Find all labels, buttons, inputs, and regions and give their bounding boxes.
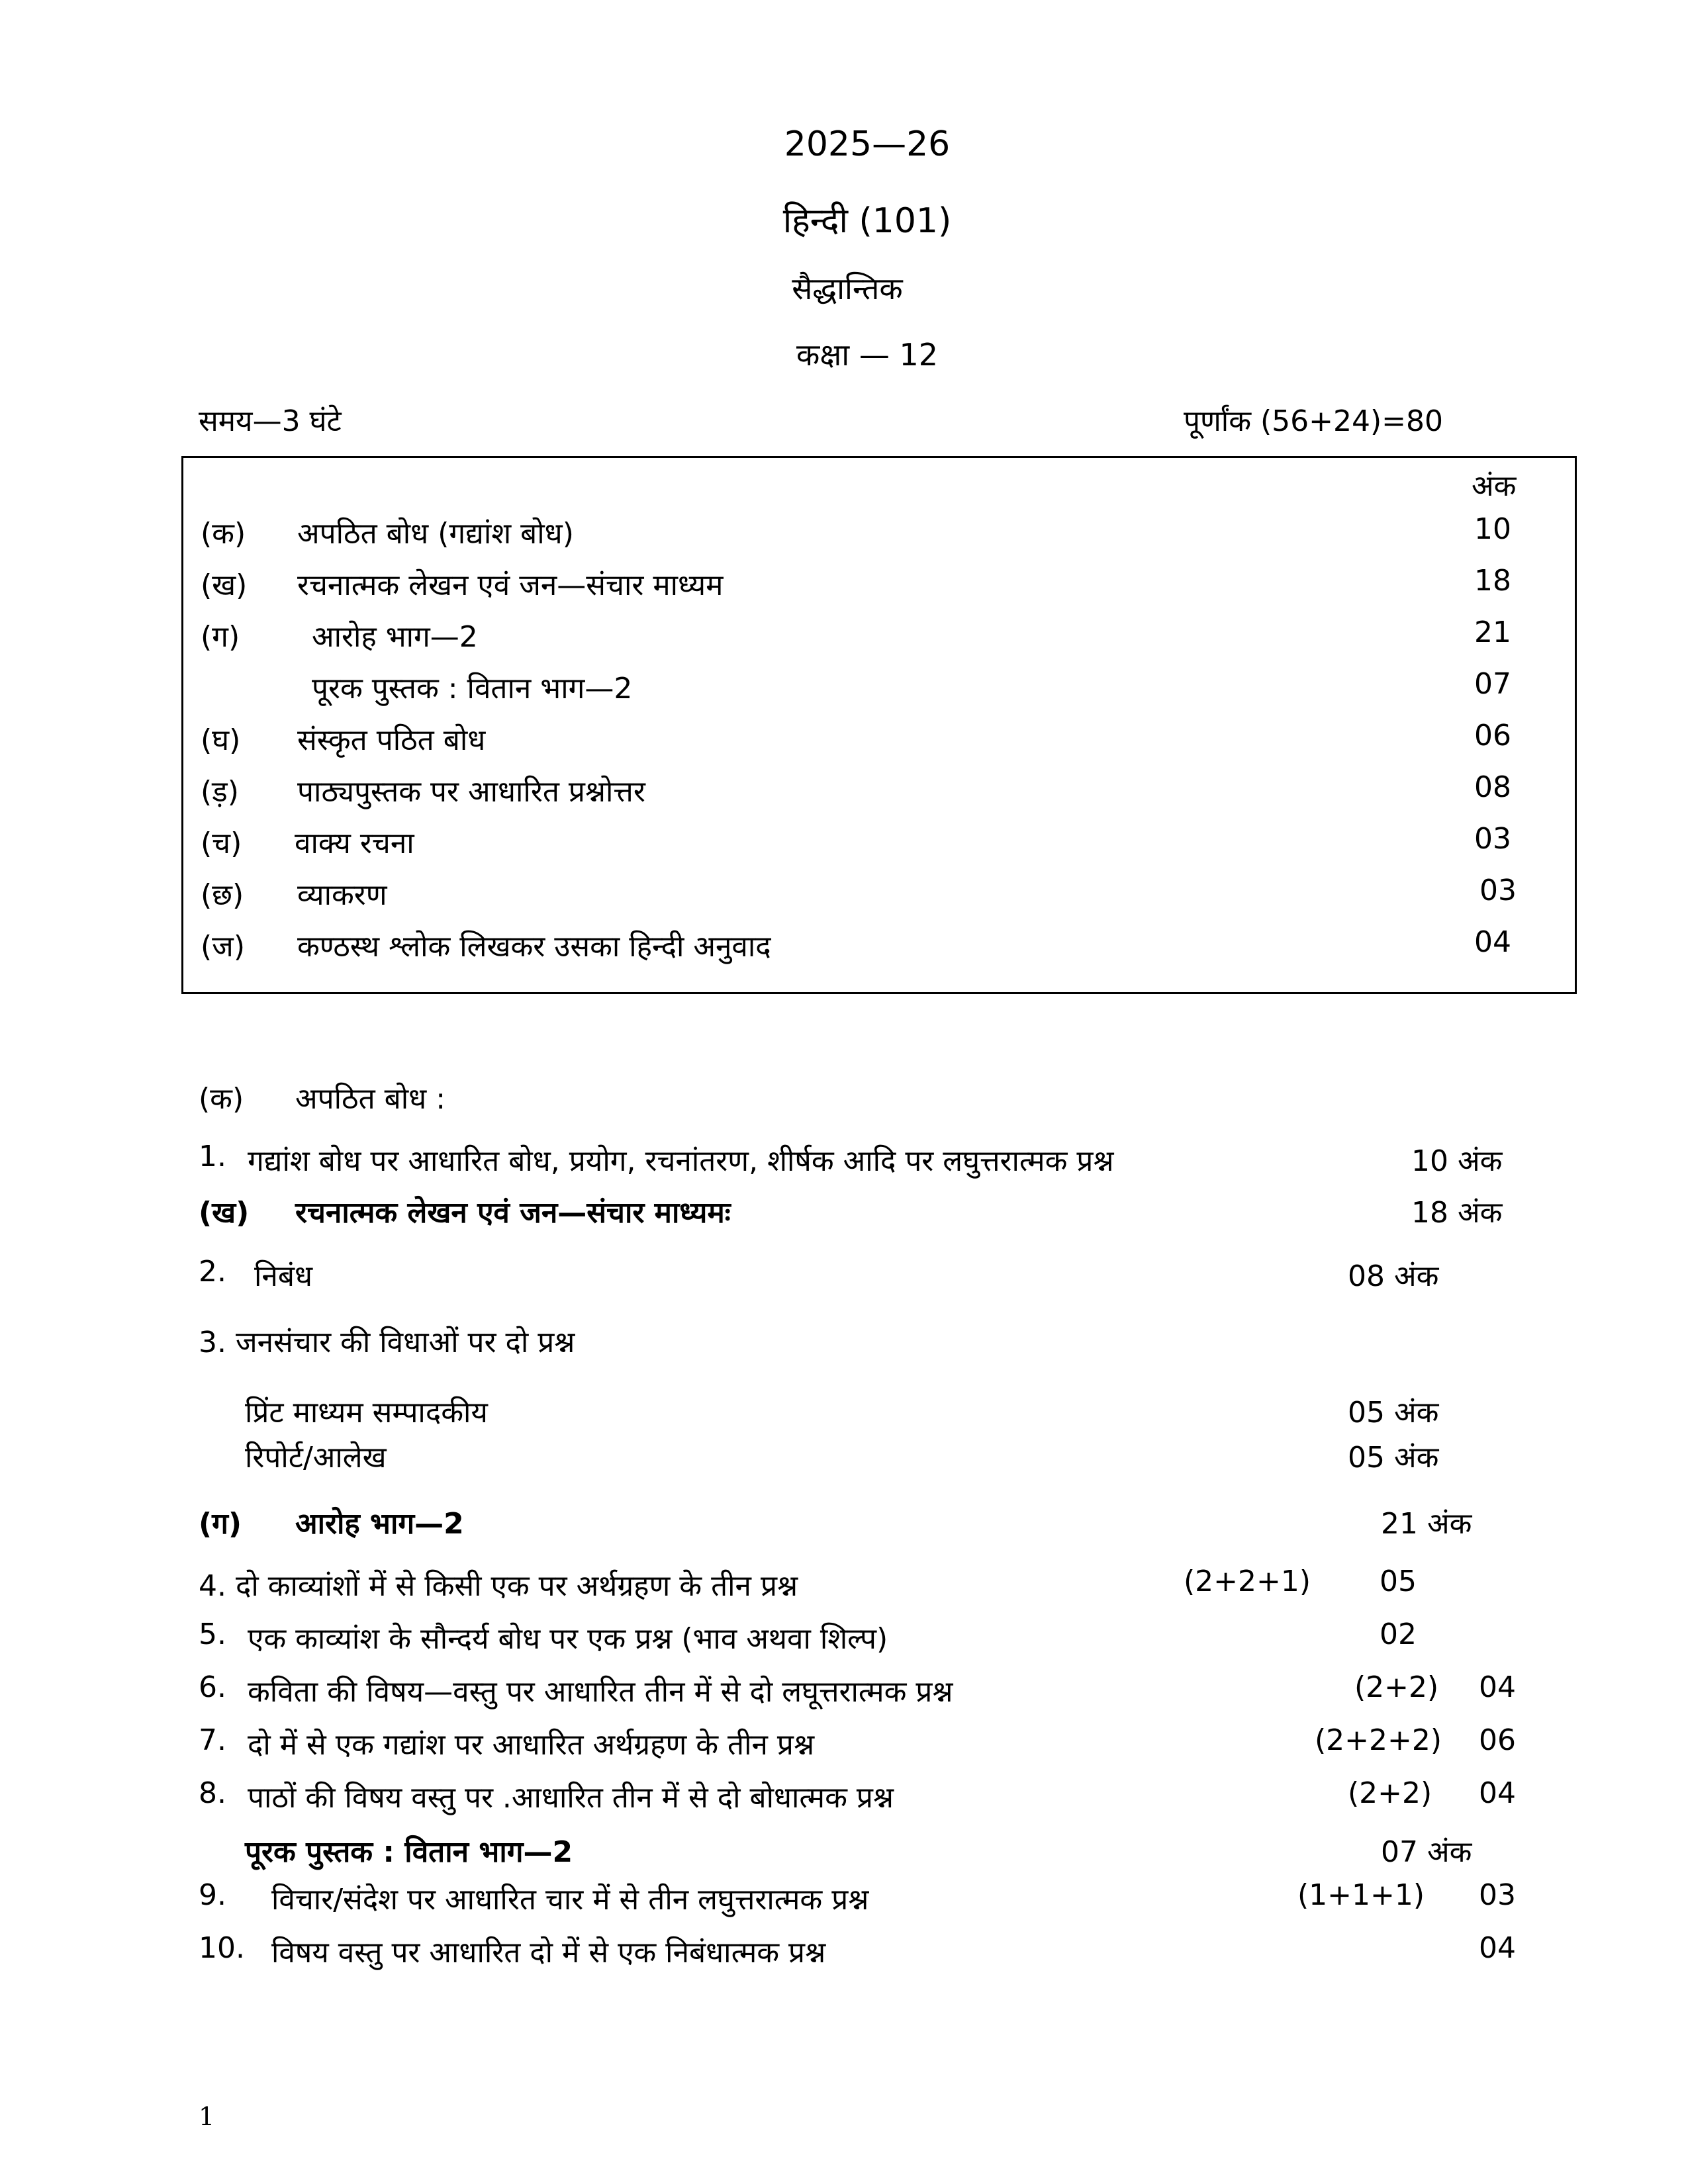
section-kha-title: रचनात्मक लेखन एवं जन—संचार माध्यमः [295, 1196, 731, 1230]
q5-marks: 02 [1380, 1617, 1417, 1651]
summary-row-marks: 08 [1474, 770, 1511, 804]
q6-marks: 04 [1479, 1670, 1516, 1704]
summary-row-text: अपठित बोध (गद्यांश बोध) [297, 517, 574, 551]
q8-number: 8. [199, 1776, 226, 1810]
q9-number: 9. [199, 1878, 226, 1912]
section-ga-marks: 21 अंक [1381, 1507, 1472, 1541]
q7-number: 7. [199, 1723, 226, 1757]
summary-row-label: (घ) [201, 723, 241, 757]
q8-split: (2+2) [1348, 1776, 1432, 1810]
q10-text: विषय वस्तु पर आधारित दो में से एक निबंधात्मक प्रश्न [271, 1936, 826, 1970]
q2-marks: 08 अंक [1348, 1259, 1439, 1293]
q4-marks: 05 [1380, 1565, 1417, 1598]
q10-marks: 04 [1479, 1931, 1516, 1965]
section-ga-label: (ग) [199, 1507, 242, 1541]
q5-number: 5. [199, 1617, 226, 1651]
summary-row-text: संस्कृत पठित बोध [297, 723, 486, 757]
q3a-text: प्रिंट माध्यम सम्पादकीय [245, 1396, 488, 1430]
summary-row-marks: 07 [1474, 667, 1511, 701]
q6-text: कविता की विषय—वस्तु पर आधारित तीन में से दो लघूत्तरात्मक प्रश्न [248, 1675, 953, 1709]
q8-marks: 04 [1479, 1776, 1516, 1810]
summary-row-label: (ज) [201, 930, 245, 964]
class-heading: कक्षा — 12 [796, 337, 939, 373]
summary-row-marks: 21 [1474, 615, 1511, 649]
q1-text: गद्यांश बोध पर आधारित बोध, प्रयोग, रचनांतरण, शीर्षक आदि पर लघुत्तरात्मक प्रश्न [248, 1144, 1114, 1178]
supplementary-book-title: पूरक पुस्तक : वितान भाग—2 [245, 1835, 573, 1869]
page-number: 1 [199, 2102, 215, 2131]
summary-row-marks: 06 [1474, 719, 1511, 752]
q4-split: (2+2+1) [1184, 1565, 1311, 1598]
q2-number: 2. [199, 1255, 226, 1289]
section-ga-title: आरोह भाग—2 [295, 1507, 464, 1541]
summary-row-marks: 03 [1474, 822, 1511, 856]
summary-row-text: वाक्य रचना [295, 827, 414, 860]
time-label: समय—3 घंटे [199, 404, 342, 438]
marks-summary-box [181, 456, 1577, 994]
summary-row-text: रचनात्मक लेखन एवं जन—संचार माध्यम [297, 569, 724, 602]
q9-marks: 03 [1479, 1878, 1516, 1912]
q6-split: (2+2) [1354, 1670, 1439, 1704]
q7-text: दो में से एक गद्यांश पर आधारित अर्थग्रहण के तीन प्रश्न [248, 1728, 815, 1762]
summary-row-marks: 03 [1479, 874, 1517, 907]
subject-heading: हिन्दी (101) [782, 201, 952, 241]
q7-split: (2+2+2) [1315, 1723, 1442, 1757]
summary-row-text: व्याकरण [297, 878, 387, 912]
q2-text: निबंध [254, 1259, 312, 1293]
summary-row-label: (ख) [201, 569, 248, 602]
q1-marks: 10 अंक [1411, 1144, 1503, 1178]
summary-row-text: कण्ठस्थ श्लोक लिखकर उसका हिन्दी अनुवाद [297, 930, 771, 964]
year-heading: 2025—26 [784, 124, 951, 164]
q6-number: 6. [199, 1670, 226, 1704]
section-ka-title: अपठित बोध : [295, 1082, 446, 1116]
summary-row-text: पाठ्यपुस्तक पर आधारित प्रश्नोत्तर [297, 775, 645, 809]
q8-text: पाठों की विषय वस्तु पर .आधारित तीन में से दो बोधात्मक प्रश्न [248, 1781, 894, 1815]
q3-text: 3. जनसंचार की विधाओं पर दो प्रश्न [199, 1326, 575, 1359]
summary-row-label: (ग) [201, 620, 240, 654]
section-ka-label: (क) [199, 1082, 244, 1116]
q1-number: 1. [199, 1140, 226, 1173]
q10-number: 10. [199, 1931, 245, 1965]
q3b-marks: 05 अंक [1348, 1441, 1439, 1475]
q5-text: एक काव्यांश के सौन्दर्य बोध पर एक प्रश्न (भाव अथवा शिल्प) [248, 1622, 888, 1656]
summary-row-label: (छ) [201, 878, 244, 912]
summary-row-marks: 10 [1474, 512, 1511, 546]
summary-row-text: पूरक पुस्तक : वितान भाग—2 [312, 672, 633, 705]
summary-row-marks: 18 [1474, 564, 1511, 598]
supplementary-book-marks: 07 अंक [1381, 1835, 1472, 1869]
q7-marks: 06 [1479, 1723, 1516, 1757]
summary-row-label: (ड़) [201, 775, 239, 809]
q4-text: 4. दो काव्यांशों में से किसी एक पर अर्थग्रहण के तीन प्रश्न [199, 1569, 798, 1603]
q9-text: विचार/संदेश पर आधारित चार में से तीन लघुत्तरात्मक प्रश्न [271, 1883, 869, 1917]
q9-split: (1+1+1) [1297, 1878, 1425, 1912]
total-marks: पूर्णांक (56+24)=80 [1184, 404, 1444, 438]
q3b-text: रिपोर्ट/आलेख [245, 1441, 387, 1475]
summary-row-label: (च) [201, 827, 242, 860]
summary-row-text: आरोह भाग—2 [312, 620, 478, 654]
marks-column-header: अंक [1472, 469, 1517, 503]
q3a-marks: 05 अंक [1348, 1396, 1439, 1430]
summary-row-label: (क) [201, 517, 246, 551]
section-kha-label: (ख) [199, 1196, 250, 1230]
summary-row-marks: 04 [1474, 925, 1511, 959]
paper-type: सैद्धान्तिक [792, 271, 903, 306]
section-kha-marks: 18 अंक [1411, 1196, 1503, 1230]
